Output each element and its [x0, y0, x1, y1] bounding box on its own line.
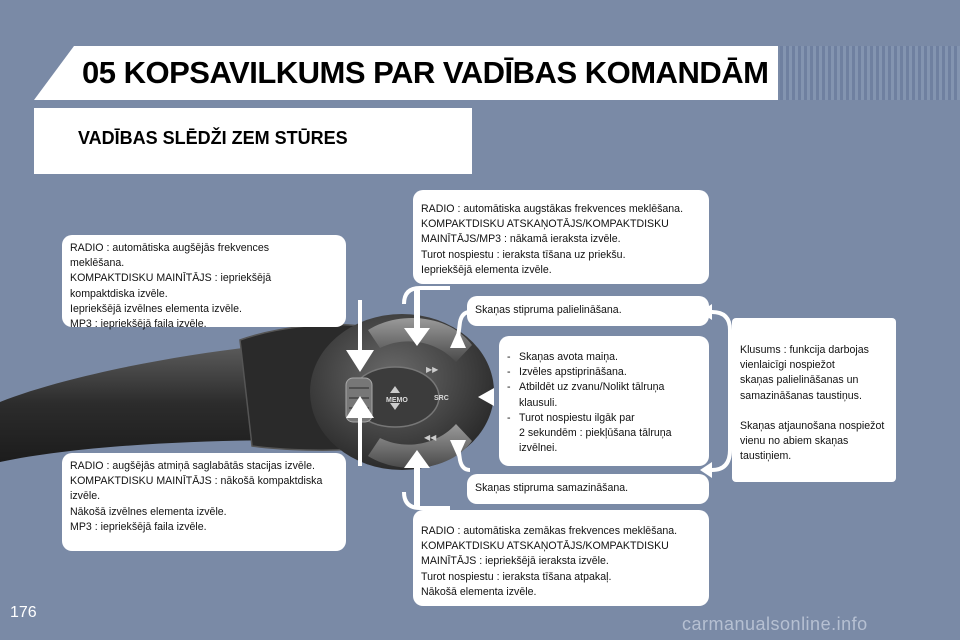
box-line: KOMPAKTDISKU ATSKAŅOTĀJS/KOMPAKTDISKU	[421, 540, 669, 553]
page-number: 176	[10, 604, 37, 621]
box-line: samazināšanas taustiņus.	[740, 389, 862, 402]
box-line: MAINĪTĀJS : iepriekšējā ieraksta izvēle.	[421, 555, 609, 568]
box-left-top	[62, 235, 346, 331]
bracket-right	[712, 312, 730, 470]
box-line: meklēšana.	[70, 257, 125, 270]
forward-icon: ▶▶	[426, 365, 439, 374]
back-icon: ◀◀	[424, 433, 437, 442]
box-line: MP3 : iepriekšējā faila izvēle.	[70, 318, 207, 331]
watermark: carmanualsonline.info	[682, 614, 868, 634]
box-line: kompaktdiska izvēle.	[70, 287, 168, 300]
page-title: 05 KOPSAVILKUMS PAR VADĪBAS KOMANDĀM	[82, 55, 769, 90]
box-line: Skaņas stipruma palielināšana.	[475, 304, 622, 316]
box-line: vienlaicīgi nospiežot	[740, 359, 835, 372]
box-line: vienu no abiem skaņas	[740, 435, 849, 448]
box-line: Nākošā izvēlnes elementa izvēle.	[70, 505, 227, 518]
box-line: Iepriekšējā elementa izvēle.	[421, 263, 552, 276]
box-top-center	[413, 190, 709, 284]
box-volume-up	[467, 296, 709, 326]
box-line: Turot nospiestu : ieraksta tīšana atpakaļ.	[421, 570, 612, 583]
box-src	[499, 336, 709, 466]
box-line: Iepriekšējā izvēlnes elementa izvēle.	[70, 302, 242, 315]
section-subtitle: VADĪBAS SLĒDŽI ZEM STŪRES	[78, 128, 348, 148]
box-line: Turot nospiestu : ieraksta tīšana uz priekšu.	[421, 248, 626, 261]
src-label: SRC	[434, 395, 449, 402]
box-line: MAINĪTĀJS/MP3 : nākamā ieraksta izvēle.	[421, 233, 621, 246]
box-line: KOMPAKTDISKU MAINĪTĀJS : nākošā kompaktdiska	[70, 475, 323, 488]
box-line: RADIO : automātiska augšējās frekvences	[70, 242, 270, 254]
box-volume-down	[467, 474, 709, 504]
box-line: RADIO : automātiska zemākas frekvences meklēšana.	[421, 525, 678, 537]
box-line: Skaņas atjaunošana nospiežot	[740, 419, 885, 432]
src-list-item: - Turot nospiestu ilgāk par 2 sekundēm : piekļūšana tālruņa izvēlnei.	[507, 411, 701, 457]
box-line: Nākošā elementa izvēle.	[421, 585, 537, 598]
box-line: RADIO : automātiska augstākas frekvences meklēšana.	[421, 203, 684, 215]
box-line: RADIO : augšējās atmiņā saglabātās stacijas izvēle.	[70, 460, 315, 472]
src-list-item: - Skaņas avota maiņa.	[507, 350, 701, 365]
src-list-item: - Atbildēt uz zvanu/Nolikt tālruņa klausuli.	[507, 380, 701, 410]
arrow-top-center-line	[404, 288, 450, 304]
box-right-mute	[732, 318, 896, 482]
box-line: Skaņas stipruma samazināšana.	[475, 482, 629, 494]
box-bottom-center	[413, 510, 709, 606]
memo-label: MEMO	[386, 397, 408, 404]
box-line: KOMPAKTDISKU ATSKAŅOTĀJS/KOMPAKTDISKU	[421, 218, 669, 231]
src-list-item: - Izvēles apstiprināšana.	[507, 365, 701, 380]
box-line: izvēle.	[70, 490, 101, 503]
box-left-bottom	[62, 453, 346, 551]
src-list	[507, 350, 701, 456]
box-line: KOMPAKTDISKU MAINĪTĀJS : iepriekšējā	[70, 272, 272, 285]
box-line: skaņas palielināšanas un	[740, 374, 859, 387]
box-line: MP3 : iepriekšējā faila izvēle.	[70, 520, 207, 533]
box-line: Klusums : funkcija darbojas	[740, 344, 869, 356]
box-line: taustiņiem.	[740, 450, 792, 463]
arrow-bottom-center-line	[404, 492, 450, 508]
